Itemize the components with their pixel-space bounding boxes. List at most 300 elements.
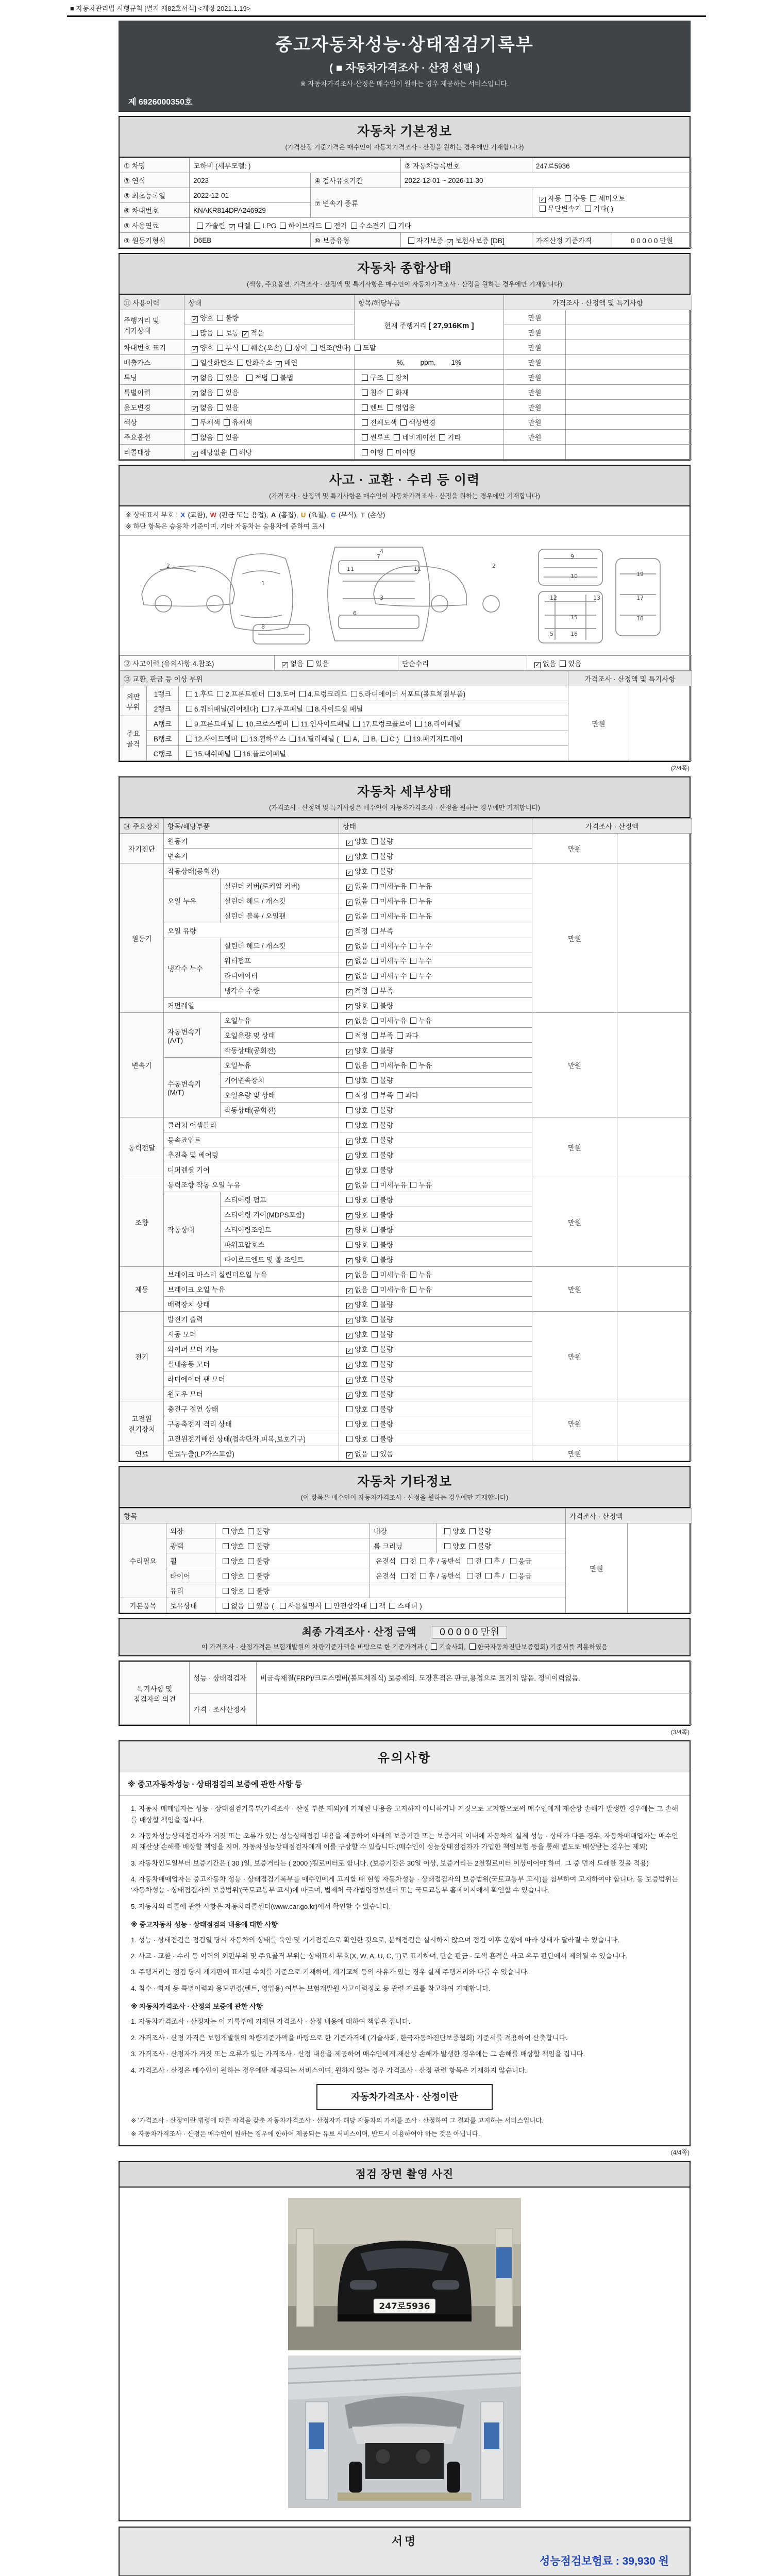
checkbox-checked[interactable]: ✓ [243,331,248,337]
basic-info-grid [120,158,692,248]
option-label: 불량 [380,1256,394,1264]
checkbox-option [368,1299,393,1309]
checkbox[interactable] [217,389,223,396]
checkbox[interactable] [415,721,422,727]
item-cell [355,415,504,430]
checkbox[interactable] [469,1643,476,1650]
checkbox-checked[interactable]: ✓ [540,196,545,203]
checkbox[interactable] [223,1528,229,1534]
checkbox[interactable] [467,1573,473,1579]
checkbox[interactable] [439,434,445,440]
checkbox[interactable] [372,1421,378,1427]
checkbox[interactable] [372,1122,378,1128]
checkbox-checked[interactable]: ✓ [192,406,197,412]
checkbox[interactable] [224,419,230,426]
option-label: 8.사이드실 패널 [315,705,363,714]
checkbox[interactable] [372,973,378,979]
checkbox-checked[interactable]: ✓ [347,1183,352,1190]
checkbox-option [188,432,213,442]
checkbox[interactable] [469,1543,476,1549]
diagram-part-number: 18 [636,615,644,622]
checkbox[interactable] [280,223,286,229]
checkbox-checked[interactable]: ✓ [347,840,352,846]
checkbox[interactable] [397,1092,403,1098]
checkbox[interactable] [372,1272,378,1278]
checkbox[interactable] [444,1543,450,1549]
option-label: 불량 [380,1166,394,1175]
checkbox[interactable] [372,1376,378,1382]
checkbox-option [282,342,307,352]
option-label: 도말 [362,344,376,352]
checkbox[interactable] [372,1346,378,1352]
checkbox[interactable] [372,1167,378,1173]
checkbox[interactable] [372,868,378,874]
checkbox-option [383,447,415,457]
checkbox-checked[interactable]: ✓ [282,662,288,669]
checkbox[interactable] [363,736,369,742]
option-label: 과다 [405,1092,419,1100]
checkbox-checked[interactable]: ✓ [347,1363,352,1369]
checkbox[interactable] [372,1361,378,1367]
checkbox[interactable] [372,1152,378,1158]
checkbox-checked[interactable]: ✓ [347,1258,352,1265]
checkbox[interactable] [248,1588,254,1594]
checkbox[interactable] [292,721,298,727]
checkbox[interactable] [217,434,223,440]
checkbox[interactable] [387,389,393,396]
price-cell: 만원 [504,430,566,445]
checkbox-checked[interactable]: ✓ [347,900,352,906]
checkbox-checked[interactable]: ✓ [192,451,197,457]
checkbox[interactable] [217,345,223,351]
checkbox[interactable] [346,1077,352,1083]
checkbox[interactable] [237,721,243,727]
checkbox[interactable] [387,449,393,455]
checkbox[interactable] [346,1242,352,1248]
option-label: 없음 [200,389,214,397]
checkbox-option [239,342,282,352]
item-label: 충전구 절연 상태 [164,1401,339,1416]
option-label: 양호 [355,1391,368,1399]
checkbox-checked[interactable]: ✓ [347,1228,352,1235]
checkbox-checked[interactable]: ✓ [347,1393,352,1399]
checkbox[interactable] [230,449,237,455]
checkbox[interactable] [248,1573,254,1579]
checkbox-option [343,836,368,846]
checkbox[interactable] [346,1122,352,1128]
option-label: 양호 [452,1528,466,1536]
checkbox[interactable] [237,360,243,366]
option-label: 5.라디에이터 서포트(볼트체결부품) [359,690,466,699]
checkbox[interactable] [397,1032,403,1039]
row-label: 튜닝 [120,370,184,385]
checkbox-option [368,1060,407,1070]
checkbox[interactable] [372,1286,378,1293]
checkbox[interactable] [372,958,378,964]
checkbox-checked[interactable]: ✓ [347,1288,352,1295]
checkbox-checked[interactable]: ✓ [347,1168,352,1175]
checkbox[interactable] [372,1107,378,1113]
checkbox[interactable] [372,1062,378,1069]
rank-table [120,671,692,761]
checkbox-checked[interactable]: ✓ [347,944,352,951]
checkbox[interactable] [372,1257,378,1263]
checkbox[interactable] [223,1558,229,1564]
checkbox[interactable] [410,913,416,919]
checkbox[interactable] [344,736,350,742]
checkbox[interactable] [346,1107,352,1113]
title-band [119,21,691,112]
checkbox[interactable] [346,1421,352,1427]
checkbox[interactable] [186,691,192,697]
status-options [339,1132,532,1147]
checkbox[interactable] [371,1603,377,1609]
checkbox[interactable] [444,1528,450,1534]
option-label: 미세누유 [380,883,407,891]
checkbox[interactable] [186,751,192,757]
checkbox[interactable] [299,691,306,697]
notice-block-header: ※ 자동차가격조사 · 산정의 보증에 관한 사항 [131,2003,263,2011]
checkbox-option [383,402,415,412]
checkbox[interactable] [420,1558,426,1564]
item-label: 작동상태(공회전) [164,863,339,878]
checkbox-checked[interactable]: ✓ [347,1049,352,1056]
checkbox-checked[interactable]: ✓ [347,1154,352,1160]
notices-subtitle: ※ 중고자동차성능 · 상태점검의 보증에 관한 사항 등 [120,1772,690,1796]
checkbox[interactable] [325,223,331,229]
checkbox[interactable] [346,1062,352,1069]
checkbox[interactable] [372,1242,378,1248]
checkbox[interactable] [246,375,253,381]
table-row [120,188,692,203]
option-label: 미이행 [395,449,416,456]
checkbox[interactable] [241,736,247,742]
checkbox[interactable] [401,1573,408,1579]
checkbox[interactable] [394,434,400,440]
checkbox[interactable] [248,1603,254,1609]
checkbox[interactable] [325,1603,331,1609]
checkbox[interactable] [280,1603,286,1609]
opinion-row-label: 가격 · 조사산정자 [190,1693,257,1725]
checkbox[interactable] [217,330,223,336]
checkbox-option [343,1060,368,1070]
checkbox-checked[interactable]: ✓ [347,870,352,876]
checkbox[interactable] [372,883,378,889]
checkbox-checked[interactable]: ✓ [347,1213,352,1220]
checkbox[interactable] [372,898,378,904]
status-options [215,1568,370,1583]
item-label: 실린더 커버(로커암 커버) [221,878,339,893]
checkbox[interactable] [372,1391,378,1397]
checkbox-checked[interactable]: ✓ [347,1348,352,1354]
checkbox[interactable] [355,345,361,351]
checkbox[interactable] [420,1573,426,1579]
checkbox[interactable] [372,1092,378,1098]
checkbox[interactable] [372,1436,378,1442]
checkbox[interactable] [217,691,223,697]
checkbox[interactable] [410,973,416,979]
item-label: 구동축전지 격리 상태 [164,1416,339,1431]
checkbox-option [182,748,231,758]
checkbox[interactable] [262,706,268,712]
checkbox-checked[interactable]: ✓ [347,1139,352,1145]
checkbox[interactable] [431,1643,437,1650]
checkbox[interactable] [248,1558,254,1564]
checkbox[interactable] [290,736,296,742]
checkbox[interactable] [242,345,248,351]
checkbox[interactable] [372,1212,378,1218]
status-options [339,1117,532,1132]
checkbox[interactable] [234,751,241,757]
checkbox-option [401,733,463,743]
checkbox[interactable] [410,943,416,949]
checkbox-option [265,688,296,699]
checkbox[interactable] [354,721,360,727]
checkbox[interactable] [272,375,278,381]
checkbox[interactable] [362,434,368,440]
checkbox[interactable] [410,1062,416,1069]
checkbox[interactable] [410,1182,416,1188]
column-header: ⑭ 주요장치 [120,819,164,834]
checkbox[interactable] [408,238,414,244]
checkbox[interactable] [387,404,393,411]
checkbox[interactable] [560,660,566,667]
checkbox[interactable] [372,928,378,934]
status-options [339,1371,532,1386]
option-label: 양호 [355,868,368,876]
option-label: 불량 [380,1107,394,1115]
checkbox-checked[interactable]: ✓ [347,1452,352,1459]
option-text: / 동반석 [437,1572,461,1581]
checkbox[interactable] [400,419,407,426]
opinion-group-label: 특기사항 및 점검자의 의견 [120,1662,190,1725]
checkbox-checked[interactable]: ✓ [276,361,281,367]
checkbox-option [368,1269,407,1279]
checkbox[interactable] [540,206,546,212]
checkbox-option [368,1388,393,1399]
checkbox-option [368,1030,393,1040]
checkbox-checked[interactable]: ✓ [347,959,352,966]
checkbox[interactable] [389,1603,395,1609]
checkbox[interactable] [405,736,411,742]
checkbox-checked[interactable]: ✓ [347,1318,352,1325]
device-group-label: 조향 [120,1177,164,1267]
checkbox[interactable] [372,1018,378,1024]
checkbox[interactable] [485,1558,492,1564]
checkbox[interactable] [223,1573,229,1579]
checkbox[interactable] [372,1197,378,1203]
checkbox-checked[interactable]: ✓ [447,239,452,245]
checkbox[interactable] [467,1558,473,1564]
checkbox[interactable] [410,898,416,904]
checkbox-checked[interactable]: ✓ [347,974,352,981]
checkbox[interactable] [268,691,275,697]
checkbox[interactable] [223,1603,229,1609]
checkbox-checked[interactable]: ✓ [535,662,540,669]
checkbox[interactable] [387,375,393,381]
checkbox[interactable] [307,660,313,667]
checkbox[interactable] [362,389,368,396]
checkbox-checked[interactable]: ✓ [347,1019,352,1026]
checkbox[interactable] [217,315,223,321]
option-text: ) [419,1602,422,1611]
checkbox[interactable] [248,1543,254,1549]
section-overall-state [119,253,691,461]
checkbox[interactable] [372,1137,378,1143]
checkbox[interactable] [254,223,260,229]
item-label: 오일누유 [221,1013,339,1028]
checkbox[interactable] [362,419,368,426]
checkbox-checked[interactable]: ✓ [347,929,352,936]
checkbox[interactable] [469,1528,476,1534]
checkbox[interactable] [372,943,378,949]
checkbox-checked[interactable]: ✓ [192,376,197,382]
column-header: 상태 [339,819,532,834]
checkbox-option [368,1149,393,1160]
checkbox[interactable] [372,988,378,994]
checkbox-checked[interactable]: ✓ [347,855,352,861]
checkbox[interactable] [346,1197,352,1203]
report-sheet [119,21,691,2576]
checkbox[interactable] [372,1047,378,1054]
checkbox[interactable] [372,1077,378,1083]
checkbox[interactable] [186,721,192,727]
checkbox[interactable] [186,706,192,712]
checkbox[interactable] [372,1182,378,1188]
checkbox[interactable] [372,838,378,844]
checkbox-checked[interactable]: ✓ [347,1273,352,1280]
checkbox-checked[interactable]: ✓ [347,989,352,996]
notice-paragraph: 1. 자동차 매매업자는 성능 · 상태점검기록부(가격조사 · 산정 부분 제외)에 기재된 내용을 고지하지 아니하거나 거짓으로 고지함으로써 매수인에게 재산상 손해가 발생한 경우에는 그 손해를 배상할 책임을 집니다. [131,1805,678,1824]
option-label: 매연 [284,359,298,367]
checkbox[interactable] [192,434,198,440]
checkbox-checked[interactable]: ✓ [347,1004,352,1011]
checkbox-checked[interactable]: ✓ [347,885,352,891]
checkbox[interactable] [410,958,416,964]
checkbox-option [407,895,432,906]
checkbox-option [213,327,239,337]
checkbox[interactable] [192,419,198,426]
checkbox[interactable] [372,913,378,919]
checkbox[interactable] [186,736,192,742]
checkbox-checked[interactable]: ✓ [192,316,197,323]
checkbox[interactable] [390,223,396,229]
checkbox[interactable] [381,736,388,742]
remarks-cell [566,355,692,370]
status-options [339,1297,532,1312]
checkbox-option [227,447,252,457]
checkbox[interactable] [590,195,596,201]
field-label: ⑥ 차대번호 [120,203,190,218]
field-label: ① 차명 [120,158,190,173]
status-options [339,1162,532,1177]
checkbox-checked[interactable]: ✓ [192,391,197,397]
checkbox[interactable] [307,706,313,712]
checkbox[interactable] [346,1032,352,1039]
checkbox[interactable] [197,223,203,229]
checkbox[interactable] [510,1558,516,1564]
diagram-part-number: 11 [347,566,354,573]
checkbox[interactable] [372,1331,378,1337]
checkbox[interactable] [410,1018,416,1024]
etc-grid [120,1508,692,1613]
checkbox[interactable] [485,1573,492,1579]
checkbox-option [412,718,460,728]
checkbox[interactable] [372,1301,378,1308]
checkbox[interactable] [351,691,357,697]
checkbox[interactable] [362,404,368,411]
checkbox[interactable] [372,1003,378,1009]
checkbox-checked[interactable]: ✓ [347,1378,352,1384]
checkbox[interactable] [362,449,368,455]
checkbox[interactable] [217,404,223,411]
checkbox-option [347,688,466,699]
basic-info-table [120,158,690,248]
option-label: 불량 [256,1572,270,1581]
section-detail-note: (가격조사 · 산정액 및 특기사항은 매수인이 자동차가격조사 · 산정을 원하는 경우에만 기재합니다) [269,804,540,812]
checkbox[interactable] [346,1406,352,1412]
checkbox[interactable] [585,206,591,212]
status-options [437,1538,566,1553]
checkbox[interactable] [372,853,378,859]
checkbox[interactable] [372,1451,378,1457]
checkbox[interactable] [410,1286,416,1293]
checkbox-option [350,718,412,728]
checkbox[interactable] [510,1573,516,1579]
checkbox[interactable] [192,330,198,336]
checkbox[interactable] [346,1436,352,1442]
option-text: ) [396,735,399,743]
checkbox[interactable] [311,345,317,351]
checkbox-option [188,342,213,352]
option-label: 양호 [355,1376,368,1384]
checkbox[interactable] [351,223,357,229]
checkbox[interactable] [346,1092,352,1098]
checkbox[interactable] [362,375,368,381]
checkbox[interactable] [401,1558,408,1564]
checkbox[interactable] [217,375,223,381]
checkbox[interactable] [285,345,292,351]
checkbox[interactable] [372,1406,378,1412]
column-header: 가격조사 · 산정액 및 특기사항 [568,671,692,686]
diagram-part-number: 13 [593,595,600,602]
checkbox[interactable] [223,1588,229,1594]
checkbox[interactable] [223,1543,229,1549]
checkbox-checked[interactable]: ✓ [192,346,197,352]
header-row [120,1509,692,1523]
notice-paragraph: 5. 자동차의 리콜에 관한 사항은 자동차리콜센터(www.car.go.kr)에서 확인할 수 있습니다. [131,1902,391,1910]
checkbox-option [182,733,238,743]
checkbox-checked[interactable]: ✓ [229,224,234,230]
checkbox[interactable] [248,1528,254,1534]
checkbox-option [341,735,359,743]
checkbox-checked[interactable]: ✓ [347,1333,352,1340]
column-header: ⑬ 교환, 판금 등 이상 부위 [120,671,568,686]
option-label: 양호 [231,1528,245,1536]
checkbox[interactable] [410,1272,416,1278]
checkbox[interactable] [372,1227,378,1233]
checkbox[interactable] [372,1316,378,1323]
checkbox[interactable] [192,360,198,366]
checkbox-checked[interactable]: ✓ [347,914,352,921]
checkbox[interactable] [372,1032,378,1039]
checkbox-option [343,940,368,951]
checkbox-checked[interactable]: ✓ [347,1303,352,1310]
checkbox[interactable] [410,883,416,889]
status-options [339,1207,532,1222]
column-header: 상태 [184,295,355,310]
checkbox[interactable] [565,195,571,201]
